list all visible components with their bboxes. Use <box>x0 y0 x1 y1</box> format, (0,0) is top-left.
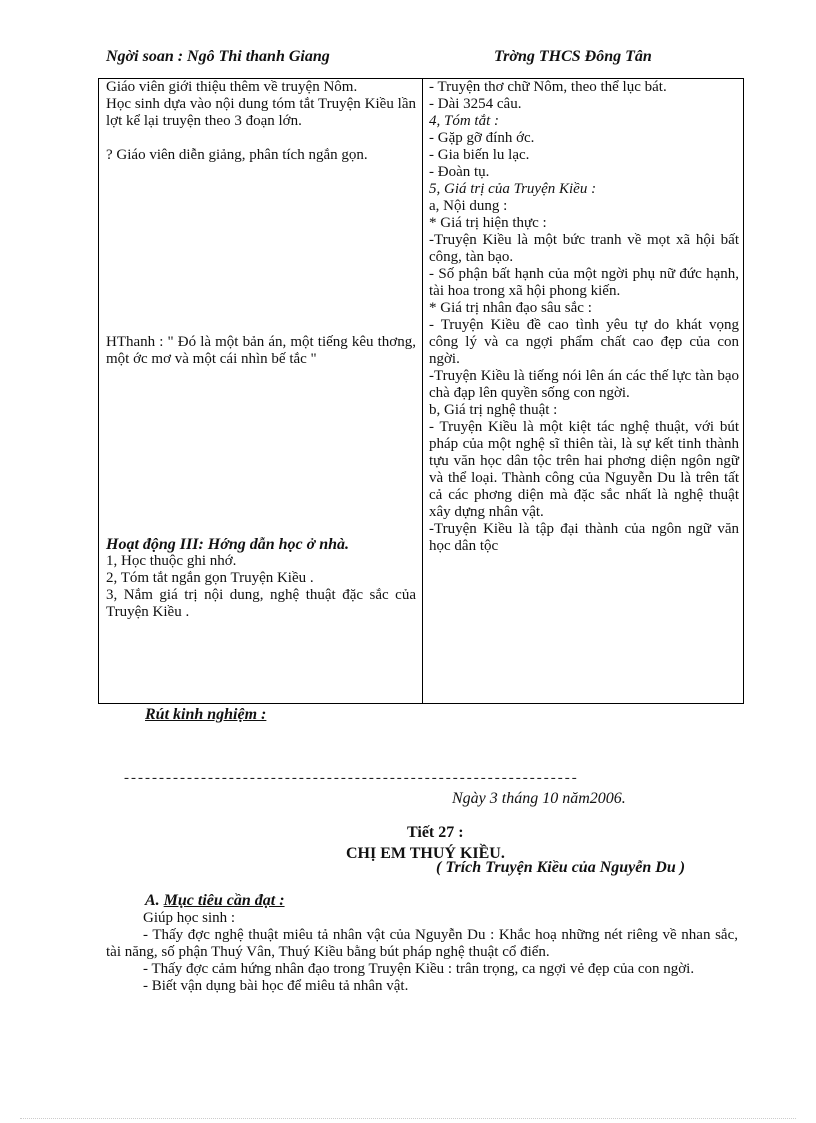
left-para-2: Học sinh dựa vào nội dung tóm tắt Truyện Kiều lần lợt kể lại truyện theo 3 đoạn lớn. <box>106 96 416 129</box>
right-line-17: -Truyện Kiều là tập đại thành của ngôn ngữ văn học dân tộc <box>429 521 739 554</box>
right-line-15: b, Giá trị nghệ thuật : <box>429 402 558 418</box>
section-prefix: A. <box>145 892 164 909</box>
right-line-16: - Truyện Kiều là một kiệt tác nghệ thuật, với bút pháp của một nghệ sĩ thiên tài, là sự kết tinh thành tựu văn học dân tộc trên hai phơng diện ngôn ngữ và thể loại. Thành công của Nguyễn Du là trên tất cả các phơng diện mà đặc sắc nhất là nghệ thuật xây dựng nhân vật. <box>429 419 739 520</box>
body-line-2: - Thấy đợc nghệ thuật miêu tả nhân vật của Nguyễn Du : Khắc hoạ những nét riêng về nhan sắc, tài năng, số phận Thuý Vân, Thuý Kiều bằng bút pháp nghệ thuật cổ điển. <box>106 927 738 960</box>
page-header <box>106 48 746 70</box>
left-para-4: HThanh : " Đó là một bản án, một tiếng kêu thơng, một ớc mơ và một cái nhìn bế tắc " <box>106 334 416 367</box>
header-school: Trờng THCS Đông Tân <box>494 48 652 65</box>
lesson-table <box>98 78 744 704</box>
right-line-10: -Truyện Kiều là một bức tranh về mọt xã hội bất công, tàn bạo. <box>429 232 739 265</box>
homework-item-1: 1, Học thuộc ghi nhớ. <box>106 553 237 569</box>
right-line-2: - Dài 3254 câu. <box>429 96 522 112</box>
right-line-1: - Truyện thơ chữ Nôm, theo thể lục bát. <box>429 79 667 95</box>
lesson-title: CHỊ EM THUÝ KIỀU. <box>346 845 505 862</box>
left-para-1: Giáo viên giới thiệu thêm về truyện Nôm. <box>106 79 358 95</box>
right-line-12: * Giá trị nhân đạo sâu sắc : <box>429 300 592 316</box>
homework-item-2: 2, Tóm tắt ngắn gọn Truyện Kiều . <box>106 570 314 586</box>
page-bottom-border <box>20 1118 796 1119</box>
right-line-6: - Đoàn tụ. <box>429 164 490 180</box>
right-heading-value: 5, Giá trị của Truyện Kiều : <box>429 181 597 197</box>
right-line-11: - Số phận bất hạnh của một ngời phụ nữ đức hạnh, tài hoa trong xã hội phong kiến. <box>429 266 739 299</box>
homework-title: Hoạt động III: Hớng dẫn học ở nhà. <box>106 536 350 553</box>
experience-heading: Rút kinh nghiệm : <box>145 706 267 723</box>
right-line-14: -Truyện Kiều là tiếng nói lên án các thế lực tàn bạo chà đạp lên quyền sống con ngời. <box>429 368 739 401</box>
column-divider <box>422 79 423 703</box>
lesson-date: Ngày 3 tháng 10 năm2006. <box>452 790 626 807</box>
period-number: Tiết 27 : <box>407 824 464 841</box>
right-line-5: - Gia biến lu lạc. <box>429 147 530 163</box>
homework-item-3: 3, Nắm giá trị nội dung, nghệ thuật đặc sắc của Truyện Kiều . <box>106 587 416 620</box>
separator-line: ----------------------------------------------------------------- <box>124 770 579 786</box>
left-para-3: ? Giáo viên diễn giảng, phân tích ngắn gọn. <box>106 147 368 163</box>
section-label: Mục tiêu cần đạt : <box>163 892 285 909</box>
header-author: Ngời soan : Ngô Thi thanh Giang <box>106 48 330 65</box>
body-line-3: - Thấy đợc cảm hứng nhân đạo trong Truyện Kiều : trân trọng, ca ngợi vẻ đẹp của con ngời. <box>143 961 695 977</box>
section-heading <box>145 892 285 910</box>
table-right-column <box>429 79 739 555</box>
lesson-subtitle: ( Trích Truyện Kiều của Nguyễn Du ) <box>436 859 686 876</box>
right-line-13: - Truyện Kiều đề cao tình yêu tự do khát vọng công lý và ca ngợi phẩm chất cao đẹp của con ngời. <box>429 317 739 367</box>
right-line-9: * Giá trị hiện thực : <box>429 215 547 231</box>
body-line-4: - Biết vận dụng bài học để miêu tả nhân vật. <box>143 978 409 994</box>
right-line-4: - Gặp gỡ đính ớc. <box>429 130 535 146</box>
right-heading-summary: 4, Tóm tắt : <box>429 113 500 129</box>
body-line-1: Giúp học sinh : <box>143 910 236 926</box>
right-line-8: a, Nội dung : <box>429 198 508 214</box>
table-left-column <box>106 79 416 621</box>
objectives-body <box>106 910 738 995</box>
